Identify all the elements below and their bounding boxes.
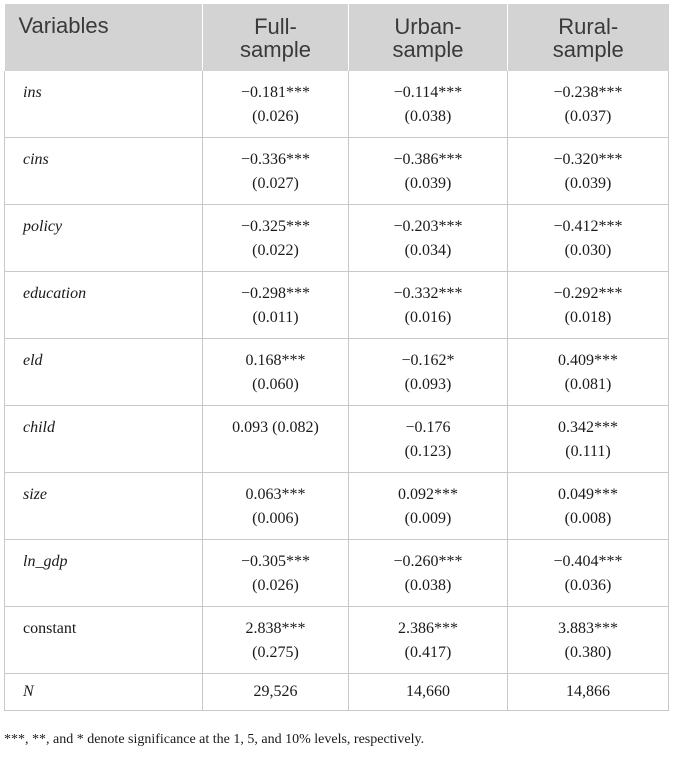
table-footnote: ***, **, and * denote significance at the 1, 5, and 10% levels, respectively. xyxy=(4,732,425,747)
coefficient: −0.181*** xyxy=(240,84,311,101)
coefficient: −0.332*** xyxy=(393,285,463,302)
full-sample-cell xyxy=(203,272,349,339)
regression-table xyxy=(4,4,669,711)
urban-sample-cell xyxy=(349,607,508,674)
n-full-cell xyxy=(203,674,349,711)
coefficient: 0.168*** xyxy=(245,352,306,369)
standard-error: (0.417) xyxy=(404,644,452,661)
standard-error: (0.009) xyxy=(404,510,452,527)
header-full-line1: Full- xyxy=(254,13,297,39)
standard-error: (0.123) xyxy=(404,443,452,460)
coefficient: −0.162* xyxy=(401,352,455,369)
urban-sample-cell xyxy=(349,406,508,473)
table-body xyxy=(5,71,669,711)
variable-name: size xyxy=(23,486,47,503)
standard-error: (0.026) xyxy=(252,577,299,594)
standard-error: (0.093) xyxy=(404,376,452,393)
standard-error: (0.034) xyxy=(404,242,452,259)
coefficient: −0.336*** xyxy=(240,151,311,168)
standard-error: (0.008) xyxy=(564,510,612,527)
coefficient: 0.409*** xyxy=(558,352,618,369)
rural-sample-cell xyxy=(508,406,669,473)
full-sample-cell xyxy=(203,138,349,205)
coefficient: −0.404*** xyxy=(553,553,623,570)
variable-cell xyxy=(5,339,203,406)
n-label-cell xyxy=(5,674,203,711)
n-urban-cell xyxy=(349,674,508,711)
n-label-cell-value: N xyxy=(23,683,34,700)
rural-sample-cell xyxy=(508,71,669,138)
rural-sample-cell xyxy=(508,540,669,607)
header-rural-line1: Rural- xyxy=(558,13,619,39)
coefficient: −0.305*** xyxy=(240,553,311,570)
variable-cell xyxy=(5,205,203,272)
urban-sample-cell xyxy=(349,339,508,406)
table-row xyxy=(5,339,669,406)
coefficient: 0.092*** xyxy=(398,486,458,503)
header-urban-line1: Urban- xyxy=(394,13,462,39)
variable-cell xyxy=(5,272,203,339)
coefficient: 0.342*** xyxy=(558,419,618,436)
variable-cell xyxy=(5,71,203,138)
coefficient: 2.838*** xyxy=(245,620,306,637)
standard-error: (0.030) xyxy=(564,242,612,259)
table-row xyxy=(5,272,669,339)
coefficient: −0.298*** xyxy=(240,285,311,302)
table-row xyxy=(5,607,669,674)
urban-sample-cell xyxy=(349,138,508,205)
table-row xyxy=(5,138,669,205)
table-header xyxy=(5,4,669,71)
n-rural-cell-value: 14,866 xyxy=(566,683,610,700)
header-variables-label: Variables xyxy=(18,13,109,38)
rural-sample-cell xyxy=(508,272,669,339)
coefficient: −0.412*** xyxy=(553,218,623,235)
table-row xyxy=(5,205,669,272)
variable-name: constant xyxy=(23,620,77,637)
standard-error: (0.016) xyxy=(404,309,452,326)
standard-error: (0.380) xyxy=(564,644,612,661)
rural-sample-cell xyxy=(508,339,669,406)
full-sample-cell xyxy=(203,71,349,138)
n-rural-cell xyxy=(508,674,669,711)
urban-sample-cell xyxy=(349,540,508,607)
header-full-sample xyxy=(203,4,349,71)
regression-table-container xyxy=(4,4,668,711)
standard-error: (0.038) xyxy=(404,108,452,125)
rural-sample-cell xyxy=(508,138,669,205)
coefficient: −0.325*** xyxy=(240,218,311,235)
coefficient: −0.176 xyxy=(405,419,451,436)
variable-name: ins xyxy=(23,84,42,101)
header-rural-line2: sample xyxy=(552,36,624,62)
full-sample-cell xyxy=(203,205,349,272)
rural-sample-cell xyxy=(508,473,669,540)
table-row xyxy=(5,473,669,540)
variable-cell xyxy=(5,406,203,473)
header-rural-sample xyxy=(508,4,669,71)
urban-sample-cell xyxy=(349,473,508,540)
standard-error: (0.081) xyxy=(564,376,612,393)
variable-name: education xyxy=(23,285,87,302)
variable-cell xyxy=(5,473,203,540)
table-row xyxy=(5,406,669,473)
variable-cell xyxy=(5,607,203,674)
standard-error: (0.275) xyxy=(252,644,299,661)
full-sample-cell xyxy=(203,339,349,406)
urban-sample-cell xyxy=(349,205,508,272)
standard-error: (0.039) xyxy=(564,175,612,192)
variable-name: ln_gdp xyxy=(23,553,68,570)
coefficient: −0.203*** xyxy=(393,218,463,235)
variable-cell xyxy=(5,138,203,205)
coefficient: 3.883*** xyxy=(558,620,618,637)
coefficient: 0.063*** xyxy=(245,486,306,503)
coefficient: −0.320*** xyxy=(553,151,623,168)
standard-error: (0.036) xyxy=(564,577,612,594)
variable-name: cins xyxy=(23,151,49,168)
header-variables xyxy=(5,4,203,71)
standard-error: (0.037) xyxy=(564,108,612,125)
coefficient: 2.386*** xyxy=(398,620,458,637)
standard-error: (0.011) xyxy=(252,309,299,326)
standard-error: (0.022) xyxy=(252,242,299,259)
variable-name: eld xyxy=(23,352,43,369)
full-sample-cell xyxy=(203,473,349,540)
standard-error: (0.111) xyxy=(565,443,611,460)
table-row-n xyxy=(5,674,669,711)
header-urban-line2: sample xyxy=(392,36,464,62)
full-sample-cell xyxy=(203,406,349,473)
variable-name: child xyxy=(23,419,55,436)
coefficient: −0.292*** xyxy=(553,285,623,302)
standard-error: (0.060) xyxy=(252,376,299,393)
variable-cell xyxy=(5,540,203,607)
standard-error: (0.038) xyxy=(404,577,452,594)
standard-error: (0.026) xyxy=(252,108,299,125)
coefficient: 0.049*** xyxy=(558,486,618,503)
standard-error: (0.006) xyxy=(252,510,299,527)
variable-name: policy xyxy=(23,218,63,235)
urban-sample-cell xyxy=(349,272,508,339)
urban-sample-cell xyxy=(349,71,508,138)
standard-error: (0.018) xyxy=(564,309,612,326)
coefficient: −0.386*** xyxy=(393,151,463,168)
n-full-cell-value: 29,526 xyxy=(253,683,298,700)
coefficient: −0.114*** xyxy=(393,84,463,101)
rural-sample-cell xyxy=(508,205,669,272)
n-urban-cell-value: 14,660 xyxy=(406,683,450,700)
full-sample-cell xyxy=(203,607,349,674)
header-urban-sample xyxy=(349,4,508,71)
coefficient: 0.093 (0.082) xyxy=(232,419,319,436)
table-row xyxy=(5,71,669,138)
coefficient: −0.238*** xyxy=(553,84,623,101)
header-full-line2: sample xyxy=(240,36,311,62)
coefficient: −0.260*** xyxy=(393,553,463,570)
standard-error: (0.039) xyxy=(404,175,452,192)
table-row xyxy=(5,540,669,607)
rural-sample-cell xyxy=(508,607,669,674)
full-sample-cell xyxy=(203,540,349,607)
standard-error: (0.027) xyxy=(252,175,299,192)
header-row xyxy=(5,4,669,71)
